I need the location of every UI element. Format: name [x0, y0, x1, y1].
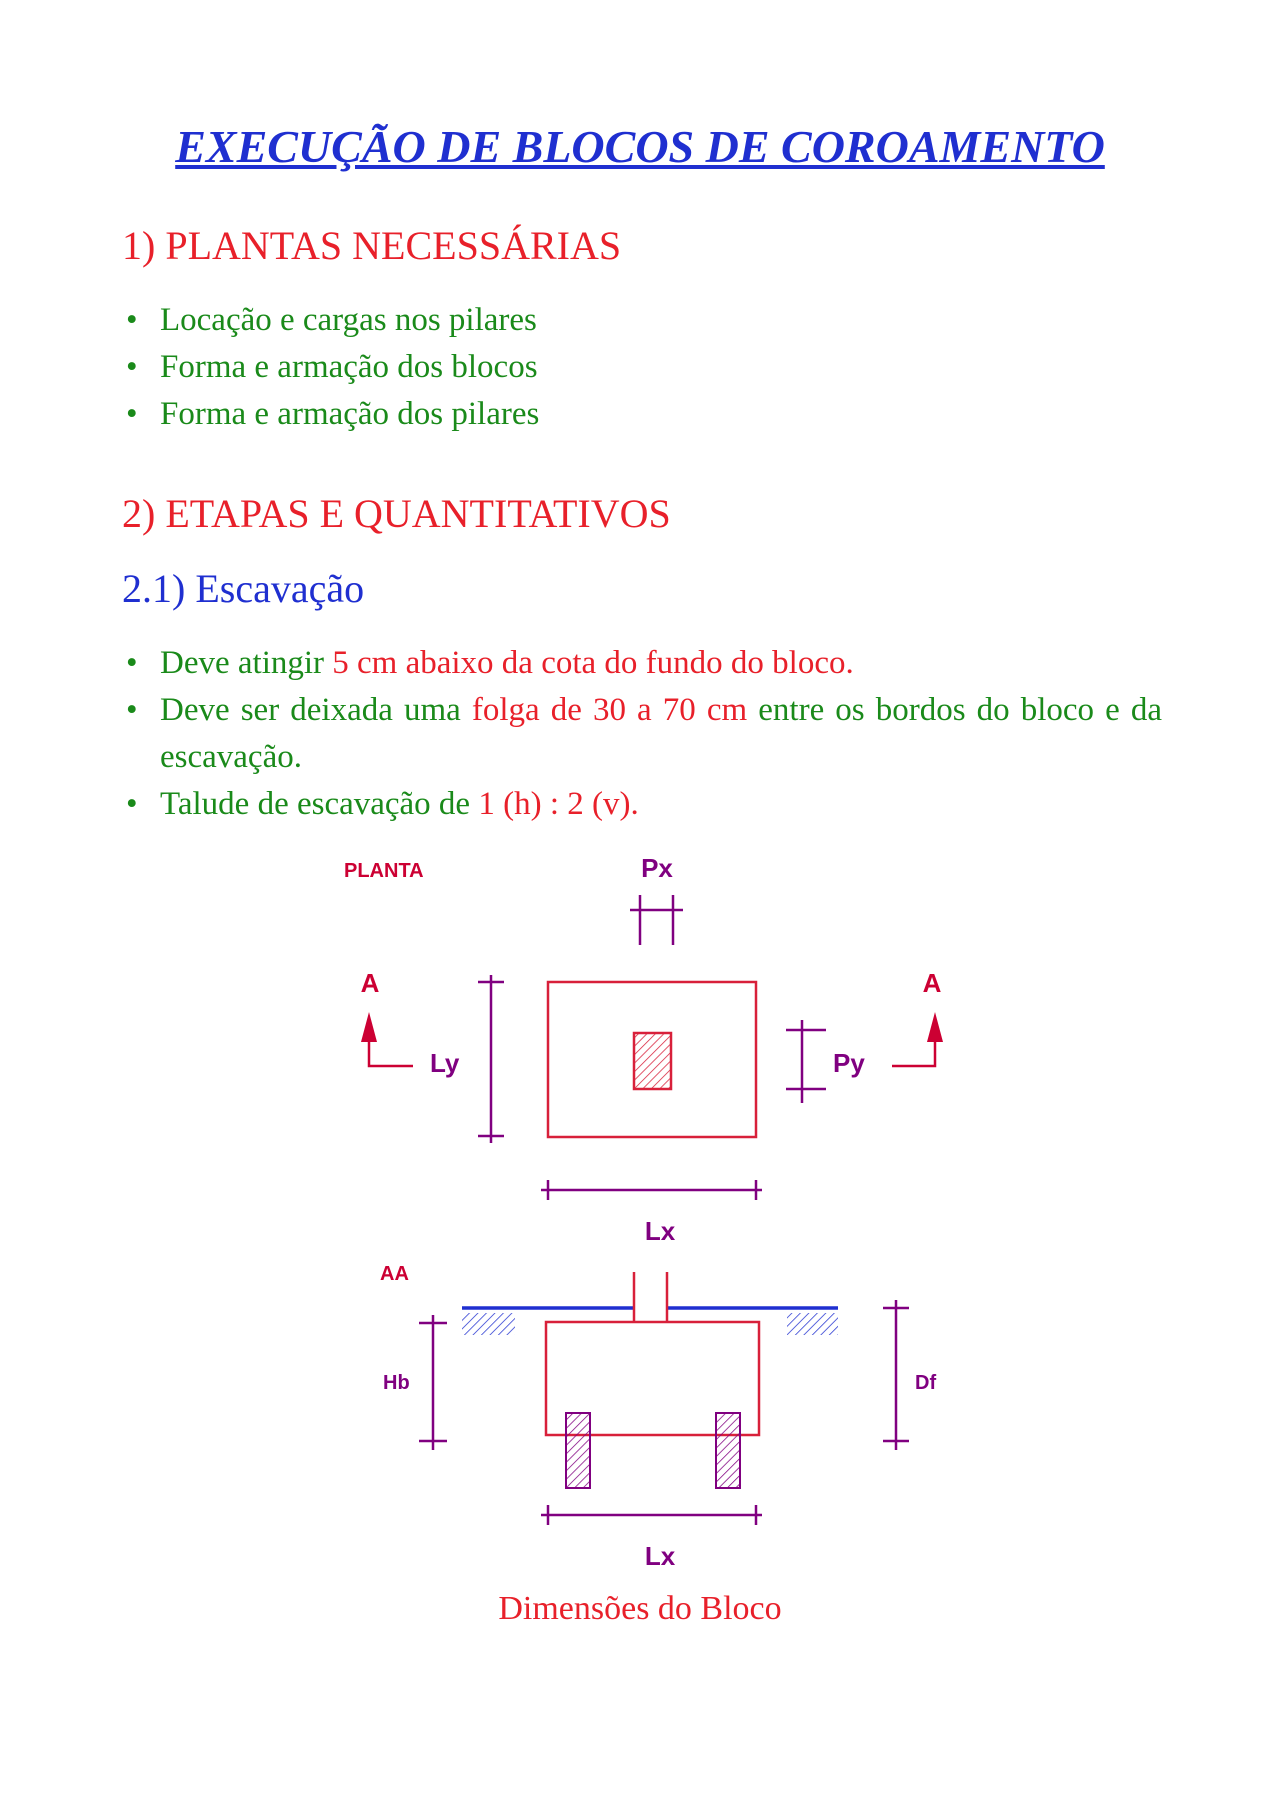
lx-bottom-dimension [541, 1505, 762, 1525]
section-aa-label: AA [380, 1263, 409, 1285]
lx-top-dimension [541, 1180, 762, 1200]
df-dimension [883, 1300, 909, 1450]
section-2-1-heading: 2.1) Escavação [122, 566, 365, 611]
planta-label: PLANTA [344, 860, 424, 882]
soil-hatch-right [787, 1313, 838, 1335]
list-item-text: Locação e cargas nos pilares [160, 302, 537, 338]
hb-dimension [419, 1315, 447, 1450]
section-marker-right: A [922, 968, 942, 998]
section-arrow-left-icon [361, 1012, 413, 1066]
pile-right [716, 1413, 740, 1488]
list-item-text: Deve atingir [160, 645, 333, 681]
list-item-text: Forma e armação dos pilares [160, 396, 540, 432]
bullet-icon: • [126, 786, 138, 822]
list-item-text: Forma e armação dos blocos [160, 349, 538, 385]
df-label: Df [915, 1372, 937, 1394]
section-marker-left: A [360, 968, 380, 998]
bullet-icon: • [126, 349, 138, 385]
py-dimension [786, 1020, 826, 1103]
list-item-text: Deve ser deixada uma [160, 692, 472, 728]
px-label: Px [641, 853, 673, 883]
py-label: Py [833, 1048, 865, 1078]
list-item-highlight: 5 cm abaixo da cota do fundo do bloco. [332, 645, 854, 681]
page-title: EXECUÇÃO DE BLOCOS DE COROAMENTO [175, 121, 1105, 172]
list-item-highlight: 1 (h) : 2 (v). [478, 786, 639, 822]
soil-hatch-left [462, 1313, 515, 1335]
figure-caption: Dimensões do Bloco [498, 1590, 782, 1627]
ly-dimension [478, 975, 504, 1143]
pillar-plan [634, 1033, 671, 1089]
pile-left [566, 1413, 590, 1488]
bullet-icon: • [126, 692, 138, 728]
hb-label: Hb [383, 1372, 410, 1394]
ly-label: Ly [430, 1048, 460, 1078]
lx-top-label: Lx [644, 1216, 676, 1246]
section-arrow-right-icon [892, 1012, 943, 1066]
bullet-icon: • [126, 302, 138, 338]
list-item-highlight: folga de 30 a 70 cm [471, 692, 748, 728]
list-item-text: Talude de escavação de [160, 786, 479, 822]
list-item-text: entre os bordos do bloco e da escavação. [160, 692, 1162, 775]
section-1-heading: 1) PLANTAS NECESSÁRIAS [122, 223, 622, 268]
lx-bottom-label: Lx [644, 1541, 676, 1571]
px-dimension [630, 895, 683, 945]
section-2-heading: 2) ETAPAS E QUANTITATIVOS [122, 491, 671, 536]
bullet-icon: • [126, 645, 138, 681]
pillar-section [634, 1272, 667, 1322]
bullet-icon: • [126, 396, 138, 432]
